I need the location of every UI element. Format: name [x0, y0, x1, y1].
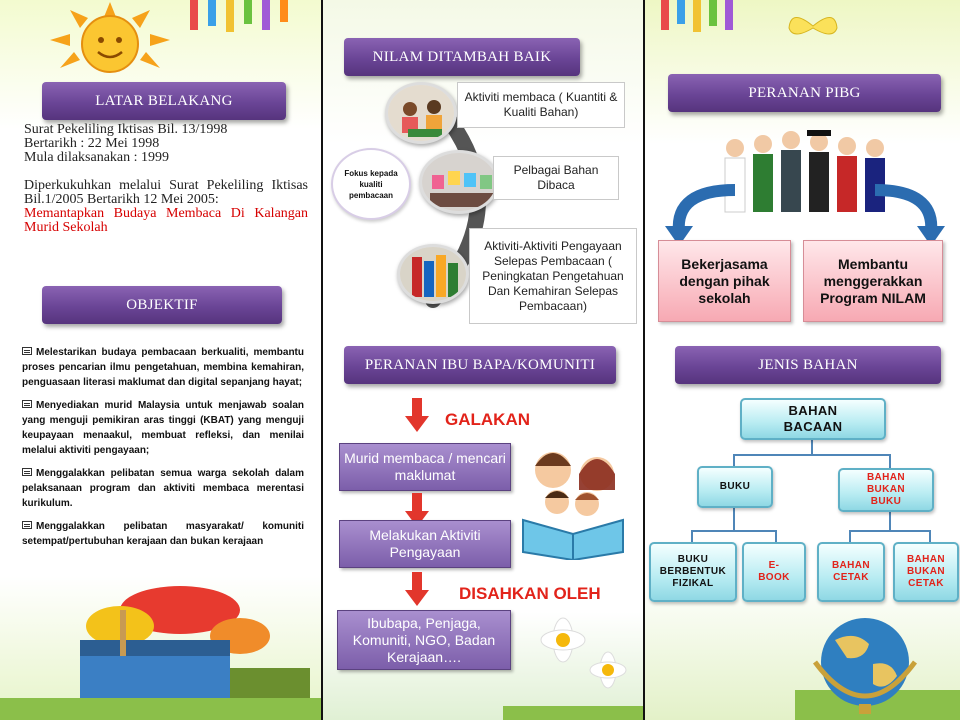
peranan-pibg-header: PERANAN PIBG — [668, 74, 941, 112]
pencils-icon — [180, 0, 320, 40]
list-item: Menggalakkan pelibatan masyarakat/ komuniti setempat/pertubuhan kerajaan dan bukan kerajaan — [22, 521, 304, 547]
latar-belakang-text — [24, 123, 308, 235]
objektif-header: OBJEKTIF — [42, 286, 282, 324]
peranan-ibubapa-header: PERANAN IBU BAPA/KOMUNITI — [344, 346, 616, 384]
note-icon — [22, 468, 32, 476]
tree-line — [691, 530, 693, 542]
reading-children-image — [385, 82, 457, 144]
tree-bahan-bacaan: BAHAN BACAAN — [740, 398, 886, 440]
tree-bahan-bukan-cetak: BAHAN BUKAN CETAK — [893, 542, 959, 602]
tree-buku-berbentuk-fizikal: BUKU BERBENTUK FIZIKAL — [649, 542, 737, 602]
arrow-down-icon — [405, 398, 429, 432]
list-item: Menggalakkan pelibatan semua warga sekolah dalam pelaksanaan program dan aktiviti membaca merentasi kurikulum. — [22, 468, 304, 509]
tree-line — [775, 530, 777, 542]
flow-step-3: Ibubapa, Penjaga, Komuniti, NGO, Badan Kerajaan…. — [337, 610, 511, 670]
tree-line — [691, 530, 777, 532]
list-item: Melestarikan budaya pembacaan berkualiti, membantu proses pencarian ilmu pengetahuan, membina kemahiran, penguasaan literasi maklumat dan digital sepanjang hayat; — [22, 347, 304, 388]
latar-line-1: Surat Pekeliling Iktisas Bil. 13/1998 — [24, 122, 228, 137]
butterfly-icon — [783, 8, 843, 44]
sun-icon — [40, 0, 180, 80]
latar-belakang-header: LATAR BELAKANG — [42, 82, 286, 120]
note-icon — [22, 347, 32, 355]
nilam-item-1: Aktiviti membaca ( Kuantiti & Kualiti Bahan) — [457, 82, 625, 128]
bekerjasama-box: Bekerjasama dengan pihak sekolah — [658, 240, 791, 322]
tree-bahan-bukan-buku: BAHAN BUKAN BUKU — [838, 468, 934, 512]
tree-line — [929, 530, 931, 542]
list-item: Menyediakan murid Malaysia untuk menjawab soalan yang menguji pemikiran aras tinggi (KBAT) yang menguji keupayaan menaakul, membuat refleksi, dan menilai melalui aktiviti pengayaan; — [22, 400, 304, 456]
latar-line-2: Bertarikh : 22 Mei 1998 — [24, 136, 160, 151]
latar-line-3: Mula dilaksanakan : 1999 — [24, 150, 170, 165]
galakan-label: GALAKAN — [445, 410, 530, 429]
membantu-box: Membantu menggerakkan Program NILAM — [803, 240, 943, 322]
tree-line — [889, 512, 891, 530]
nilam-item-2: Pelbagai Bahan Dibaca — [493, 156, 619, 200]
books-stack-image — [397, 244, 469, 304]
flow-step-1: Murid membaca / mencari maklumat — [339, 443, 511, 491]
jenis-bahan-header: JENIS BAHAN — [675, 346, 941, 384]
nilam-header: NILAM DITAMBAH BAIK — [344, 38, 580, 76]
tree-line — [849, 530, 851, 542]
objektif-list — [22, 345, 304, 557]
note-icon — [22, 400, 32, 408]
pencils-icon — [655, 0, 785, 36]
tree-line — [849, 530, 931, 532]
flowers-image — [503, 610, 643, 720]
tree-line — [811, 440, 813, 454]
flow-step-2: Melakukan Aktiviti Pengayaan — [339, 520, 511, 568]
disahkan-label: DISAHKAN OLEH — [459, 584, 601, 603]
latar-paragraph: Diperkukuhkan melalui Surat Pekeliling Iktisas Bil.1/2005 Bertarikh 12 Mei 2005: — [24, 178, 308, 207]
tree-line — [889, 454, 891, 468]
family-reading-image — [513, 440, 633, 560]
tree-line — [733, 508, 735, 530]
panel-nilam — [323, 0, 643, 720]
nilam-item-3: Aktiviti-Aktiviti Pengayaan Selepas Pembacaan ( Peningkatan Pengetahuan Dan Kemahiran Selepas Pembacaan) — [469, 228, 637, 324]
tree-bahan-cetak: BAHAN CETAK — [817, 542, 885, 602]
group-reading-image — [419, 150, 499, 214]
panel-pibg — [645, 0, 960, 720]
arrow-down-icon — [405, 572, 429, 606]
note-icon — [22, 521, 32, 529]
focus-label: Fokus kepada kualiti pembacaan — [331, 148, 411, 220]
tree-line — [733, 454, 735, 466]
tree-ebook: E-BOOK — [742, 542, 806, 602]
latar-red-text: Memantapkan Budaya Membaca Di Kalangan Murid Sekolah — [24, 206, 308, 235]
globe-image — [795, 600, 960, 720]
tree-buku: BUKU — [697, 466, 773, 508]
panel-latar-objektif — [0, 0, 321, 720]
tree-line — [733, 454, 889, 456]
school-supplies-image — [0, 580, 321, 720]
